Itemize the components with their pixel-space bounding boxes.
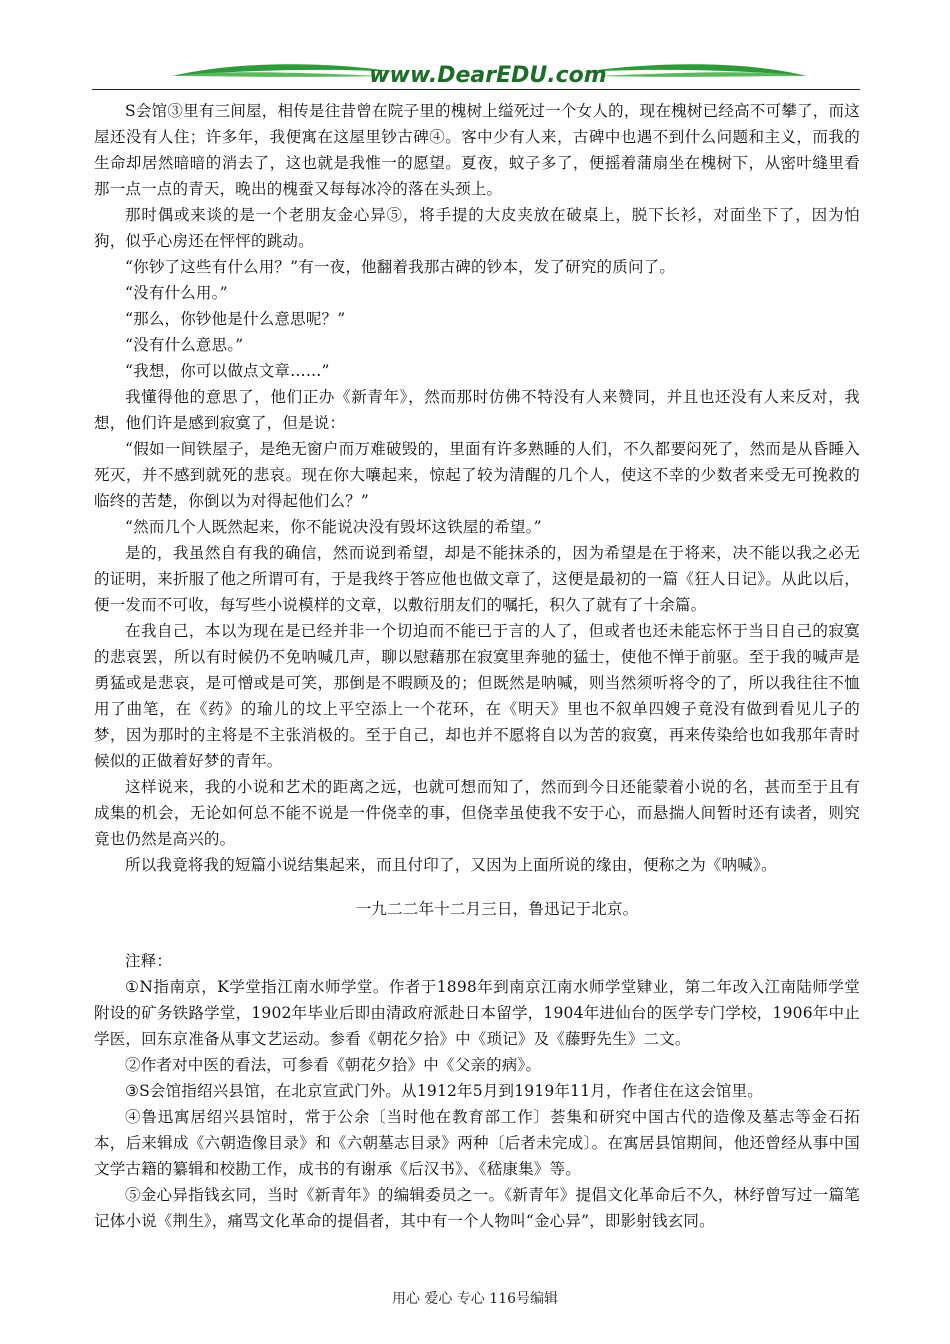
dialogue-line: “没有什么用。” <box>125 284 228 302</box>
notes-heading: 注释： <box>125 952 173 970</box>
paragraph: 是的，我虽然自有我的确信，然而说到希望，却是不能抹杀的，因为希望是在于将来，决不能以我之必无的证明，来折服了他之所谓可有，于是我终于答应他也做文章了，这便是最初的一篇《狂人日记》。从此以后，便一发而不可收，每写些小说模样的文章，以敷衍朋友们的嘱托，积久了就有了十余篇。 <box>94 544 860 614</box>
paragraph: 那时偶或来谈的是一个老朋友金心异⑤，将手提的大皮夹放在破桌上，脱下长衫，对面坐下了，因为怕狗，似乎心房还在怦怦的跳动。 <box>94 206 860 250</box>
note-item: ②作者对中医的看法，可参看《朝花夕拾》中《父亲的病》。 <box>125 1056 542 1074</box>
dialogue-line: “假如一间铁屋子，是绝无窗户而万难破毁的，里面有许多熟睡的人们，不久都要闷死了，然而是从昏睡入死灭，并不感到就死的悲哀。现在你大嚷起来，惊起了较为清醒的几个人，使这不幸的少数者来受无可挽救的临终的苦楚，你倒以为对得起他们么？” <box>94 440 860 510</box>
author-signature: 一九二二年十二月三日，鲁迅记于北京。 <box>355 900 639 918</box>
article-body <box>94 98 860 1234</box>
note-item: ③S会馆指绍兴县馆，在北京宣武门外。从1912年5月到1919年11月，作者住在这会馆里。 <box>125 1082 763 1100</box>
header-divider <box>92 89 860 90</box>
dialogue-line: “我想，你可以做点文章……” <box>125 362 330 380</box>
page-footer: 用心 爱心 专心 116号编辑 <box>391 1291 559 1307</box>
dialogue-line: “没有什么意思。” <box>125 336 244 354</box>
paragraph: 所以我竟将我的短篇小说结集起来，而且付印了，又因为上面所说的缘由，便称之为《呐喊》。 <box>125 856 777 874</box>
dialogue-line: “然而几个人既然起来，你不能说决没有毁坏这铁屋的希望。” <box>125 518 542 536</box>
paragraph: 在我自己，本以为现在是已经并非一个切迫而不能已于言的人了，但或者也还未能忘怀于当日自己的寂寞的悲哀罢，所以有时候仍不免呐喊几声，聊以慰藉那在寂寞里奔驰的猛士，使他不惮于前驱。至于我的喊声是勇猛或是悲哀，是可憎或是可笑，那倒是不暇顾及的；但既然是呐喊，则当然须听将令的了，所以我往往不恤用了曲笔，在《药》的瑜儿的坟上平空添上一个花环，在《明天》里也不叙单四嫂子竟没有做到看见儿子的梦，因为那时的主将是不主张消极的。至于自己，却也并不愿将自以为苦的寂寞，再来传染给也如我那年青时候似的正做着好梦的青年。 <box>94 622 860 770</box>
paragraph: 这样说来，我的小说和艺术的距离之远，也就可想而知了，然而到今日还能蒙着小说的名，甚而至于且有成集的机会，无论如何总不能不说是一件侥幸的事，但侥幸虽使我不安于心，而悬揣人间暂时还有读者，则究竟也仍然是高兴的。 <box>94 778 860 848</box>
note-item: ⑤金心异指钱玄同，当时《新青年》的编辑委员之一。《新青年》提倡文化革命后不久，林纾曾写过一篇笔记体小说《荆生》，痛骂文化革命的提倡者，其中有一个人物叫“金心异”，即影射钱玄同。 <box>94 1186 860 1230</box>
logo-text: www.DearEDU.com <box>369 63 607 88</box>
paragraph: S会馆③里有三间屋，相传是往昔曾在院子里的槐树上缢死过一个女人的，现在槐树已经高不可攀了，而这屋还没有人住；许多年，我便寓在这屋里钞古碑④。客中少有人来，古碑中也遇不到什么问题和主义，而我的生命却居然暗暗的消去了，这也就是我惟一的愿望。夏夜，蚊子多了，便摇着蒲扇坐在槐树下，从密叶缝里看那一点一点的青天，晚出的槐蚕又每每冰冷的落在头颈上。 <box>94 102 860 198</box>
dialogue-line: “那么，你钞他是什么意思呢？” <box>125 310 346 328</box>
dialogue-line: “你钞了这些有什么用？”有一夜，他翻着我那古碑的钞本，发了研究的质问了。 <box>125 258 676 276</box>
note-item: ④鲁迅寓居绍兴县馆时，常于公余〔当时他在教育部工作〕荟集和研究中国古代的造像及墓志等金石拓本，后来辑成《六朝造像目录》和《六朝墓志目录》两种〔后者未完成〕。在寓居县馆期间，他还曾经从事中国文学古籍的纂辑和校勘工作，成书的有谢承《后汉书》、《嵇康集》等。 <box>94 1108 860 1178</box>
paragraph: 我懂得他的意思了，他们正办《新青年》，然而那时仿佛不特没有人来赞同，并且也还没有人来反对，我想，他们许是感到寂寞了，但是说： <box>94 388 860 432</box>
note-item: ①N指南京，K学堂指江南水师学堂。作者于1898年到南京江南水师学堂肄业，第二年改入江南陆师学堂附设的矿务铁路学堂，1902年毕业后即由清政府派赴日本留学，1904年进仙台的医学专门学校，1906年中止学医，回东京准备从事文艺运动。参看《朝花夕拾》中《琐记》及《藤野先生》二文。 <box>94 978 860 1048</box>
